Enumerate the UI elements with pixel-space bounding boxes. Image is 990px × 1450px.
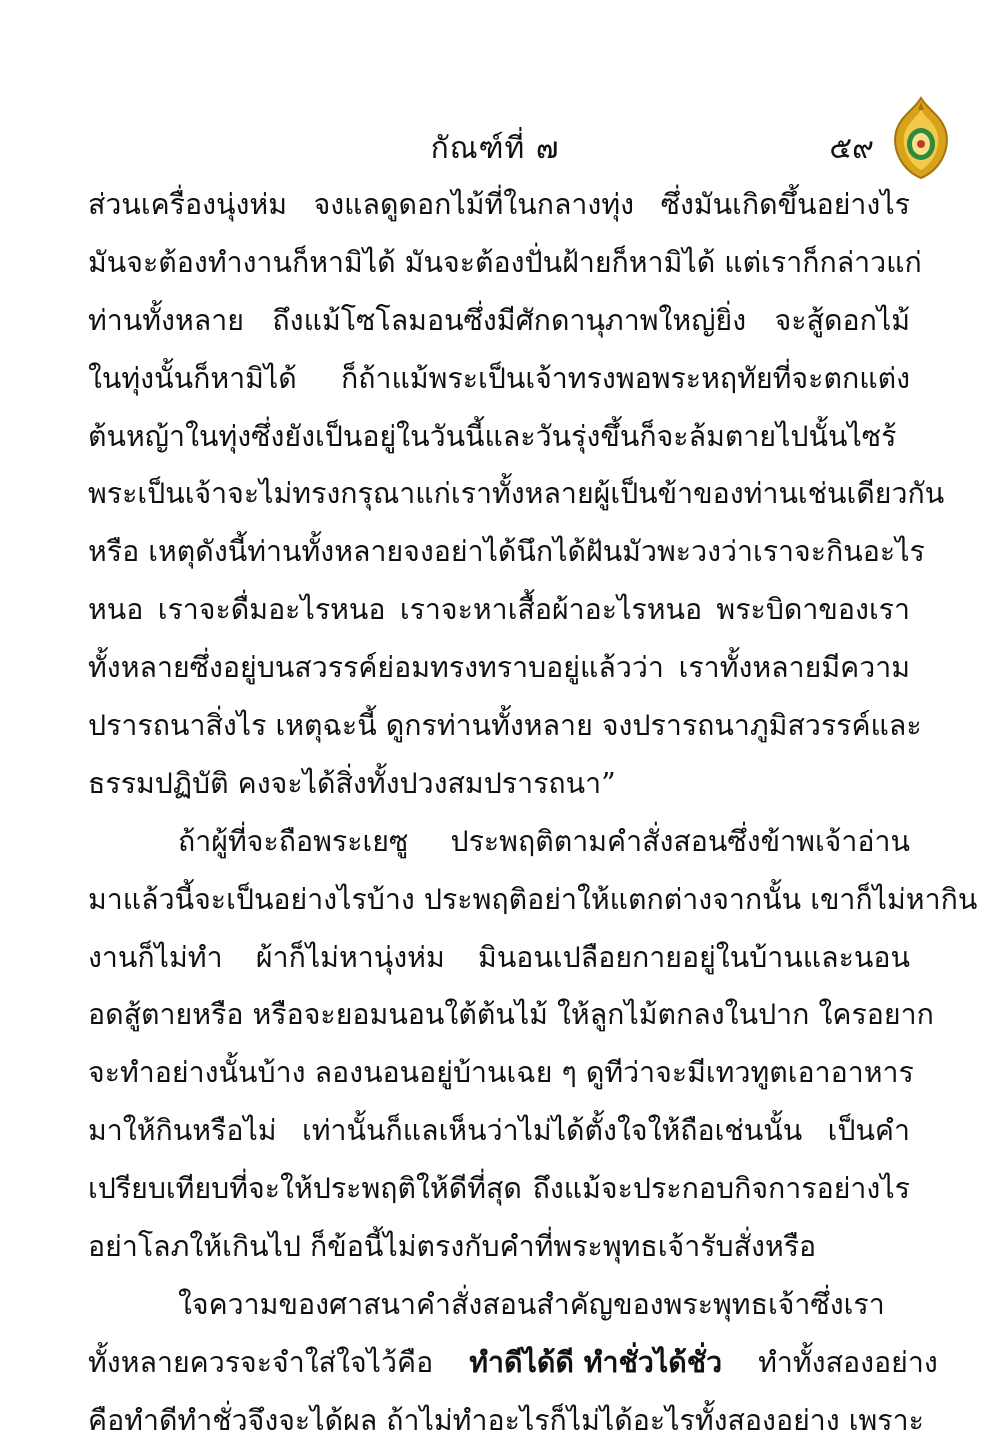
text-line: มันจะต้องทำงานก็หามิได้ มันจะต้องปั่นฝ้ายก็หามิได้ แต่เราก็กล่าวแก่ — [88, 245, 922, 279]
text-line: จะทำอย่างนั้นบ้าง ลองนอนอยู่บ้านเฉย ๆ ดูทีว่าจะมีเทวทูตเอาอาหาร — [88, 1056, 914, 1090]
text-line: ธรรมปฏิบัติ คงจะได้สิ่งทั้งปวงสมปรารถนา” — [88, 766, 616, 800]
text-line: หนอ เราจะดื่มอะไรหนอ เราจะหาเสื้อผ้าอะไรหนอ พระบิดาของเรา — [88, 593, 910, 627]
text-line: มาแล้วนี้จะเป็นอย่างไรบ้าง ประพฤติอย่าให้แตกต่างจากนั้น เขาก็ไม่หากิน — [88, 882, 978, 916]
text-line: อย่าโลภให้เกินไป ก็ข้อนี้ไม่ตรงกับคำที่พระพุทธเจ้ารับสั่งหรือ — [88, 1230, 817, 1264]
text-line: หรือ เหตุดังนี้ท่านทั้งหลายจงอย่าได้นึกได้ฝันมัวพะวงว่าเราจะกินอะไร — [88, 535, 925, 569]
text-line: ท่านทั้งหลาย ถึงแม้โซโลมอนซึ่งมีศักดานุภาพใหญ่ยิ่ง จะสู้ดอกไม้ — [88, 303, 910, 337]
school-crest-emblem-icon — [886, 96, 956, 180]
text-line: ถ้าผู้ที่จะถือพระเยซู ประพฤติตามคำสั่งสอนซึ่งข้าพเจ้าอ่าน — [178, 824, 910, 858]
body-text — [88, 176, 978, 1450]
text-line — [88, 1334, 938, 1392]
text-line: มาให้กินหรือไม่ เท่านั้นก็แลเห็นว่าไม่ได้ตั้งใจให้ถือเช่นนั้น เป็นคำ — [88, 1114, 910, 1148]
text-line: งานก็ไม่ทำ ผ้าก็ไม่หานุ่งห่ม มินอนเปลือยกายอยู่ในบ้านและนอน — [88, 940, 910, 974]
text-line: ต้นหญ้าในทุ่งซึ่งยังเป็นอยู่ในวันนี้และวันรุ่งขึ้นก็จะล้มตายไปนั้นไซร้ — [88, 419, 897, 453]
text-line: ใจความของศาสนาคำสั่งสอนสำคัญของพระพุทธเจ้าซึ่งเรา — [178, 1287, 885, 1321]
text-line: ส่วนเครื่องนุ่งห่ม จงแลดูดอกไม้ที่ในกลางทุ่ง ซึ่งมันเกิดขึ้นอย่างไร — [88, 188, 910, 221]
text-line: อดสู้ตายหรือ หรือจะยอมนอนใต้ต้นไม้ ให้ลูกไม้ตกลงในปาก ใครอยาก — [88, 998, 934, 1032]
page-number: ๕๙ — [829, 131, 874, 166]
text-span: ทั้งหลายควรจะจำใส่ใจไว้คือ — [88, 1345, 434, 1379]
emphasis-text: ทำดีได้ดี ทำชั่วได้ชั่ว — [469, 1344, 723, 1379]
text-line: ปรารถนาสิ่งไร เหตุฉะนี้ ดูกรท่านทั้งหลาย จงปรารถนาภูมิสวรรค์และ — [88, 709, 922, 743]
chapter-title: กัณฑ์ที่ ๗ — [430, 131, 560, 166]
text-line: คือทำดีทำชั่วจึงจะได้ผล ถ้าไม่ทำอะไรก็ไม่ได้อะไรทั้งสองอย่าง เพราะ — [88, 1403, 924, 1437]
text-line: เปรียบเทียบที่จะให้ประพฤติให้ดีที่สุด ถึงแม้จะประกอบกิจการอย่างไร — [88, 1172, 910, 1206]
text-line: ในทุ่งนั้นก็หามิได้ ก็ถ้าแม้พระเป็นเจ้าทรงพอพระหฤทัยที่จะตกแต่ง — [88, 361, 910, 395]
text-line: พระเป็นเจ้าจะไม่ทรงกรุณาแก่เราทั้งหลายผู้เป็นข้าของท่านเช่นเดียวกัน — [88, 477, 945, 511]
page-header — [0, 126, 990, 172]
text-span: ทำทั้งสองอย่าง — [758, 1345, 938, 1379]
text-line: ทั้งหลายซึ่งอยู่บนสวรรค์ย่อมทรงทราบอยู่แล้วว่า เราทั้งหลายมีความ — [88, 651, 910, 685]
